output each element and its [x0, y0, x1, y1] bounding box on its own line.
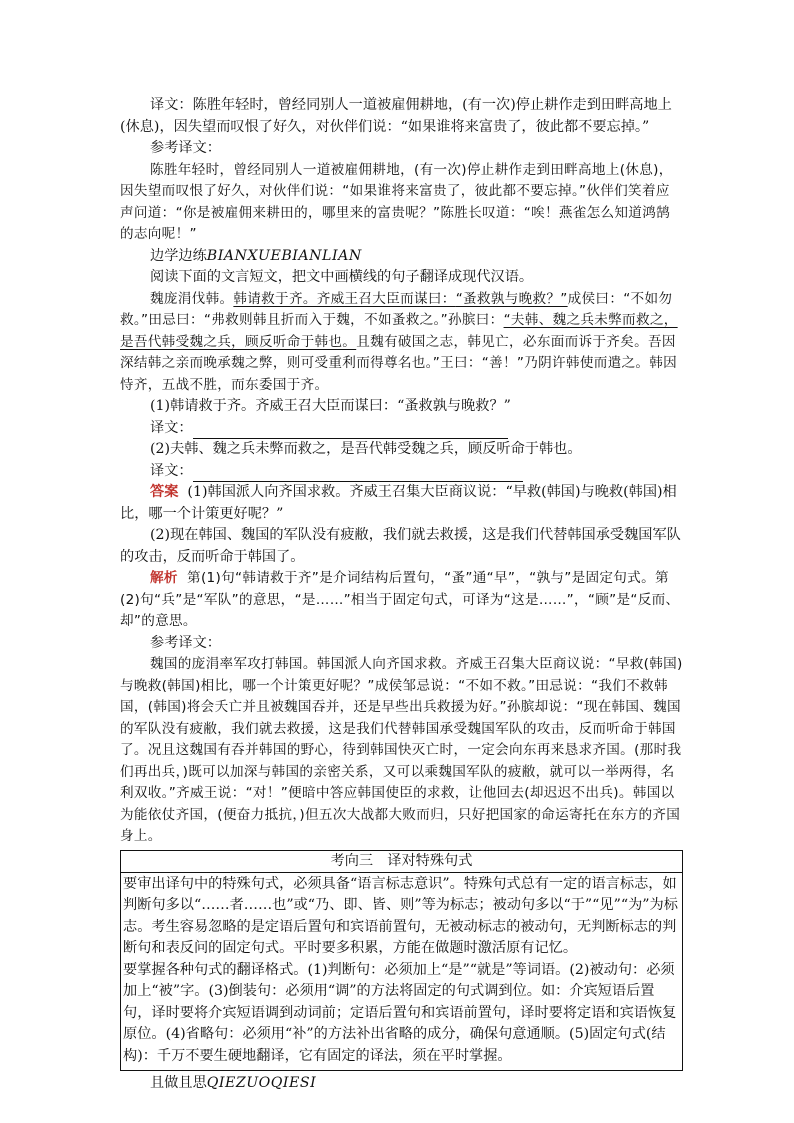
practice-heading-pinyin: BIANXUEBIANLIAN: [206, 247, 362, 264]
tips-paragraph-2: 要掌握各种句式的翻译格式。(1)判断句：必须加上“是”“就是”等词语。(2)被动句：必须加上“被”字。(3)倒装句：必须用“调”的方法将固定的句式调到位。如：介宾短语后置句，译时要将介宾短语调到动词前；定语后置句和宾语前置句，译时要将定语和宾语恢复原位。(4)省略句：必须用“补”的方法补出省略的成分，确保句意通顺。(5)固定句式(结构)：千万不要生硬地翻译，它有固定的译法，须在平时掌握。: [123, 961, 677, 1064]
practice-instruction: 阅读下面的文言短文，把文中画横线的句子翻译成现代汉语。: [150, 269, 534, 285]
answer-blank-1[interactable]: [193, 424, 508, 439]
question-2: (2)夫韩、魏之兵未弊而救之，是吾代韩受魏之兵，顾反听命于韩也。: [150, 441, 582, 457]
analysis-text: 第(1)句“韩请救于齐”是介词结构后置句，“蚤”通“早”，“孰与”是固定句式。第(2)句“兵”是“军队”的意思，“是……”相当于固定句式，可译为“这是……”，“顾”是“反而、却”的意思。: [120, 570, 680, 629]
document-page: [120, 95, 683, 1095]
analysis-paragraph: [120, 568, 683, 633]
passage-underlined-3: “夫韩、魏之兵未弊而救之，是吾代韩受魏之兵，顾反听命于韩也。: [120, 312, 678, 350]
analysis-label: 解析: [150, 570, 178, 586]
question-2-answer-line: [120, 461, 683, 483]
classical-passage: [120, 289, 683, 397]
passage-underlined-1: 韩请救于齐。齐威王召大臣而谋曰：: [233, 290, 456, 307]
reference-label: 参考译文：: [150, 140, 221, 156]
tips-paragraph-1: 要审出译句中的特殊句式，必须具备“语言标志意识”。特殊句式总有一定的语言标志，如判断句多以“……者……也”或“乃、即、皆、则”等为标志；被动句多以“于”“见”“为”为标志。考生容易忽略的是定语后置句和宾语前置句，无被动标志的被动句，无判断标志的判断句和表反问的固定句式。平时要多积累，方能在做题时激活原有记忆。: [123, 875, 678, 956]
question-1-answer-line: [120, 418, 683, 440]
footer-label: 且做且思: [150, 1075, 207, 1091]
answer-label: 答案: [150, 484, 179, 500]
reference-label-2: 参考译文：: [150, 634, 221, 651]
reference-translation-1: 陈胜年轻时，曾经同别人一道被雇佣耕地，(有一次)停止耕作走到田畔高地上(休息)，因失望而叹恨了好久，对伙伴们说：“如果谁将来富贵了，彼此都不要忘掉。”伙伴们笑着应声问道：“你是被雇佣来耕田的，哪里来的富贵呢？”陈胜长叹道：“唉！燕雀怎么知道鸿鹄的志向呢！”: [120, 161, 673, 242]
answer-paragraph-2: (2)现在韩国、魏国的军队没有疲敝，我们就去救援，这是我们代替韩国承受魏国军队的攻击，反而听命于韩国了。: [120, 527, 681, 565]
question-2-label: 译文：: [150, 462, 193, 479]
question-1-label: 译文：: [150, 419, 193, 436]
passage-part-2: 成侯曰：“不如勿救。”田忌曰：“弗救则韩且折而入于魏，不如蚤救之。”孙膑曰：: [120, 290, 673, 328]
tips-box: [120, 873, 683, 1072]
answer-blank-2[interactable]: [193, 467, 523, 482]
passage-part-1: 魏庞涓伐韩。: [150, 290, 234, 307]
practice-heading: [120, 246, 683, 268]
reference-translation-2: 魏国的庞涓率军攻打韩国。韩国派人向齐国求救。齐威王召集大臣商议说：“早救(韩国)与晚救(韩国)相比，哪一个计策更好呢？”成侯邹忌说：“不如不救。”田忌说：“我们不救韩国，(韩国)将会夭亡并且被魏国吞并，还是早些出兵救援为好。”孙膑却说：“现在韩国、魏国的军队没有疲敝，我们就去救援，这是我们代替韩国承受魏国军队的攻击，反而听命于韩国了。况且这魏国有吞并韩国的野心，待到韩国快灭亡时，一定会向东再来恳求齐国。(那时我们再出兵，)既可以加深与韩国的亲密关系，又可以乘魏国军队的疲敝，就可以一举两得，名利双收。”齐威王说：“对！”便暗中答应韩国使臣的求救，让他回去(却迟迟不出兵)。韩国以为能依仗齐国，(便奋力抵抗，)但五次大战都大败而归，只好把国家的命运寄托在东方的齐国身上。: [120, 656, 683, 844]
passage-part-3: 且魏有破国之志，韩见亡，必东面而诉于齐矣。吾因深结韩之亲而晚承魏之弊，则可受重利而得尊名也。”王曰：“善！”乃阴许韩使而遣之。韩因恃齐，五战不胜，而东委国于齐。: [120, 333, 678, 393]
translation-paragraph: 译文：陈胜年轻时，曾经同别人一道被雇佣耕地，(有一次)停止耕作走到田畔高地上(休息)，因失望而叹恨了好久，对伙伴们说：“如果谁将来富贵了，彼此都不要忘掉。”: [120, 97, 672, 135]
footer-pinyin: QIEZUOQIESI: [206, 1075, 317, 1091]
passage-underlined-2: “蚤救孰与晚救？”: [455, 290, 568, 307]
practice-heading-label: 边学边练: [150, 247, 207, 264]
answer-text-1: (1)韩国派人向齐国求救。齐威王召集大臣商议说：“早救(韩国)与晚救(韩国)相比，哪一个计策更好呢？”: [120, 484, 677, 522]
footer-heading: [120, 1073, 683, 1095]
answer-paragraph-1: [120, 482, 683, 525]
question-1: (1)韩请救于齐。齐威王召大臣而谋曰：“蚤救孰与晚救？”: [150, 398, 511, 414]
box-title: 考向三 译对特殊句式: [120, 850, 683, 873]
